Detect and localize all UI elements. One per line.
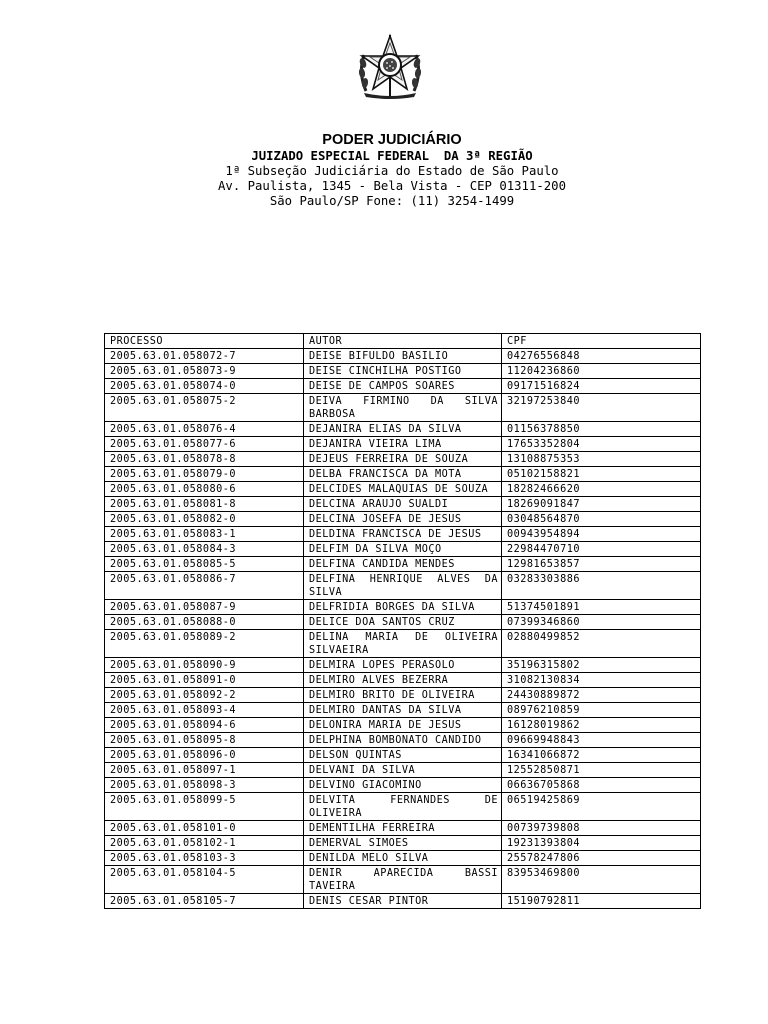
cpf-cell: 04276556848 [502, 349, 701, 364]
table-row [105, 422, 701, 437]
header-title: PODER JUDICIÁRIO [322, 132, 462, 148]
processo-cell: 2005.63.01.058089-2 [105, 630, 304, 658]
autor-cell: DEJEUS FERREIRA DE SOUZA [304, 452, 502, 467]
cpf-cell: 31082130834 [502, 673, 701, 688]
autor-cell: DELFINA CANDIDA MENDES [304, 557, 502, 572]
autor-cell: DELCINA ARAUJO SUALDI [304, 497, 502, 512]
processo-cell: 2005.63.01.058088-0 [105, 615, 304, 630]
table-row [105, 718, 701, 733]
table-row [105, 894, 701, 909]
cpf-cell: 00943954894 [502, 527, 701, 542]
cpf-cell: 09171516824 [502, 379, 701, 394]
autor-cell: DENIS CESAR PINTOR [304, 894, 502, 909]
table-row [105, 658, 701, 673]
table-row [105, 542, 701, 557]
table-row [105, 512, 701, 527]
cpf-cell: 32197253840 [502, 394, 701, 422]
header-subsection: 1ª Subseção Judiciária do Estado de São Paulo [225, 164, 559, 178]
autor-cell: DELFRIDIA BORGES DA SILVA [304, 600, 502, 615]
processo-cell: 2005.63.01.058077-6 [105, 437, 304, 452]
table-header-row [105, 334, 701, 349]
table-row [105, 572, 701, 600]
cpf-cell: 17653352804 [502, 437, 701, 452]
autor-cell: DELVANI DA SILVA [304, 763, 502, 778]
cpf-cell: 35196315802 [502, 658, 701, 673]
processo-cell: 2005.63.01.058080-6 [105, 482, 304, 497]
autor-cell: DELMIRO ALVES BEZERRA [304, 673, 502, 688]
cpf-cell: 22984470710 [502, 542, 701, 557]
autor-cell: DEISE BIFULDO BASILIO [304, 349, 502, 364]
processo-cell: 2005.63.01.058081-8 [105, 497, 304, 512]
processo-cell: 2005.63.01.058096-0 [105, 748, 304, 763]
processo-cell: 2005.63.01.058090-9 [105, 658, 304, 673]
processo-cell: 2005.63.01.058074-0 [105, 379, 304, 394]
cpf-cell: 05102158821 [502, 467, 701, 482]
autor-cell: DEISE CINCHILHA POSTIGO [304, 364, 502, 379]
processo-cell: 2005.63.01.058103-3 [105, 851, 304, 866]
cpf-cell: 16128019862 [502, 718, 701, 733]
autor-cell: DELVITA FERNANDES DE OLIVEIRA [304, 793, 502, 821]
processo-cell: 2005.63.01.058078-8 [105, 452, 304, 467]
processo-cell: 2005.63.01.058095-8 [105, 733, 304, 748]
processo-cell: 2005.63.01.058076-4 [105, 422, 304, 437]
processo-cell: 2005.63.01.058084-3 [105, 542, 304, 557]
processo-cell: 2005.63.01.058091-0 [105, 673, 304, 688]
autor-cell: DELCINA JOSEFA DE JESUS [304, 512, 502, 527]
table-row [105, 527, 701, 542]
processo-cell: 2005.63.01.058072-7 [105, 349, 304, 364]
table-row [105, 866, 701, 894]
autor-cell: DEMERVAL SIMOES [304, 836, 502, 851]
cpf-cell: 03283303886 [502, 572, 701, 600]
autor-cell: DELSON QUINTAS [304, 748, 502, 763]
table-row [105, 630, 701, 658]
processo-cell: 2005.63.01.058099-5 [105, 793, 304, 821]
processo-cell: 2005.63.01.058105-7 [105, 894, 304, 909]
header-address: Av. Paulista, 1345 - Bela Vista - CEP 01311-200 [218, 179, 566, 193]
autor-cell: DEJANIRA VIEIRA LIMA [304, 437, 502, 452]
autor-cell: DEMENTILHA FERREIRA [304, 821, 502, 836]
cpf-cell: 25578247806 [502, 851, 701, 866]
cpf-cell: 13108875353 [502, 452, 701, 467]
processo-cell: 2005.63.01.058097-1 [105, 763, 304, 778]
processo-cell: 2005.63.01.058073-9 [105, 364, 304, 379]
autor-cell: DELONIRA MARIA DE JESUS [304, 718, 502, 733]
processo-cell: 2005.63.01.058094-6 [105, 718, 304, 733]
document-header [0, 131, 768, 209]
autor-cell: DEISE DE CAMPOS SOARES [304, 379, 502, 394]
autor-cell: DELBA FRANCISCA DA MOTA [304, 467, 502, 482]
cpf-cell: 02880499852 [502, 630, 701, 658]
processo-cell: 2005.63.01.058087-9 [105, 600, 304, 615]
cpf-cell: 18269091847 [502, 497, 701, 512]
autor-cell: DELMIRO DANTAS DA SILVA [304, 703, 502, 718]
processo-cell: 2005.63.01.058085-5 [105, 557, 304, 572]
cpf-cell: 03048564870 [502, 512, 701, 527]
processo-cell: 2005.63.01.058098-3 [105, 778, 304, 793]
cpf-cell: 51374501891 [502, 600, 701, 615]
processo-cell: 2005.63.01.058086-7 [105, 572, 304, 600]
cpf-cell: 18282466620 [502, 482, 701, 497]
cpf-cell: 16341066872 [502, 748, 701, 763]
cpf-cell: 08976210859 [502, 703, 701, 718]
cpf-cell: 09669948843 [502, 733, 701, 748]
table-row [105, 497, 701, 512]
table-row [105, 733, 701, 748]
table-row [105, 600, 701, 615]
table-row [105, 836, 701, 851]
table-row [105, 793, 701, 821]
table-row [105, 673, 701, 688]
table-row [105, 821, 701, 836]
cpf-cell: 11204236860 [502, 364, 701, 379]
table-row [105, 482, 701, 497]
processo-cell: 2005.63.01.058075-2 [105, 394, 304, 422]
autor-cell: DELDINA FRANCISCA DE JESUS [304, 527, 502, 542]
processo-cell: 2005.63.01.058102-1 [105, 836, 304, 851]
processo-cell: 2005.63.01.058082-0 [105, 512, 304, 527]
cpf-cell: 07399346860 [502, 615, 701, 630]
processo-cell: 2005.63.01.058104-5 [105, 866, 304, 894]
table-row [105, 467, 701, 482]
cpf-cell: 06519425869 [502, 793, 701, 821]
autor-cell: DELMIRA LOPES PERASOLO [304, 658, 502, 673]
cpf-cell: 12552850871 [502, 763, 701, 778]
processo-cell: 2005.63.01.058083-1 [105, 527, 304, 542]
table-row [105, 394, 701, 422]
table-row [105, 615, 701, 630]
cpf-cell: 24430889872 [502, 688, 701, 703]
table-row [105, 379, 701, 394]
table-row [105, 703, 701, 718]
autor-cell: DELCIDES MALAQUIAS DE SOUZA [304, 482, 502, 497]
table-body [105, 349, 701, 909]
table-row [105, 364, 701, 379]
column-header-processo: PROCESSO [105, 334, 304, 349]
autor-cell: DENILDA MELO SILVA [304, 851, 502, 866]
cpf-cell: 15190792811 [502, 894, 701, 909]
cpf-cell: 83953469800 [502, 866, 701, 894]
header-court-name: JUIZADO ESPECIAL FEDERAL DA 3ª REGIÃO [251, 149, 533, 163]
autor-cell: DELINA MARIA DE OLIVEIRA SILVAEIRA [304, 630, 502, 658]
autor-cell: DELMIRO BRITO DE OLIVEIRA [304, 688, 502, 703]
cpf-cell: 01156378850 [502, 422, 701, 437]
cpf-cell: 12981653857 [502, 557, 701, 572]
processo-cell: 2005.63.01.058101-0 [105, 821, 304, 836]
cpf-cell: 00739739808 [502, 821, 701, 836]
table-row [105, 763, 701, 778]
table-row [105, 452, 701, 467]
autor-cell: DELPHINA BOMBONATO CANDIDO [304, 733, 502, 748]
table-row [105, 437, 701, 452]
process-table [104, 333, 701, 909]
table-row [105, 349, 701, 364]
cpf-cell: 19231393804 [502, 836, 701, 851]
column-header-cpf: CPF [502, 334, 701, 349]
processo-cell: 2005.63.01.058092-2 [105, 688, 304, 703]
column-header-autor: AUTOR [304, 334, 502, 349]
autor-cell: DEIVA FIRMINO DA SILVA BARBOSA [304, 394, 502, 422]
cpf-cell: 06636705868 [502, 778, 701, 793]
autor-cell: DEJANIRA ELIAS DA SILVA [304, 422, 502, 437]
autor-cell: DELVINO GIACOMINO [304, 778, 502, 793]
processo-cell: 2005.63.01.058079-0 [105, 467, 304, 482]
autor-cell: DELFIM DA SILVA MOÇO [304, 542, 502, 557]
table-row [105, 748, 701, 763]
autor-cell: DENIR APARECIDA BASSI TAVEIRA [304, 866, 502, 894]
table-row [105, 851, 701, 866]
autor-cell: DELFINA HENRIQUE ALVES DA SILVA [304, 572, 502, 600]
table-row [105, 557, 701, 572]
autor-cell: DELICE DOA SANTOS CRUZ [304, 615, 502, 630]
processo-cell: 2005.63.01.058093-4 [105, 703, 304, 718]
table-row [105, 688, 701, 703]
brazil-coat-of-arms-emblem [356, 33, 424, 99]
header-city-phone: São Paulo/SP Fone: (11) 3254-1499 [269, 194, 515, 208]
table-row [105, 778, 701, 793]
